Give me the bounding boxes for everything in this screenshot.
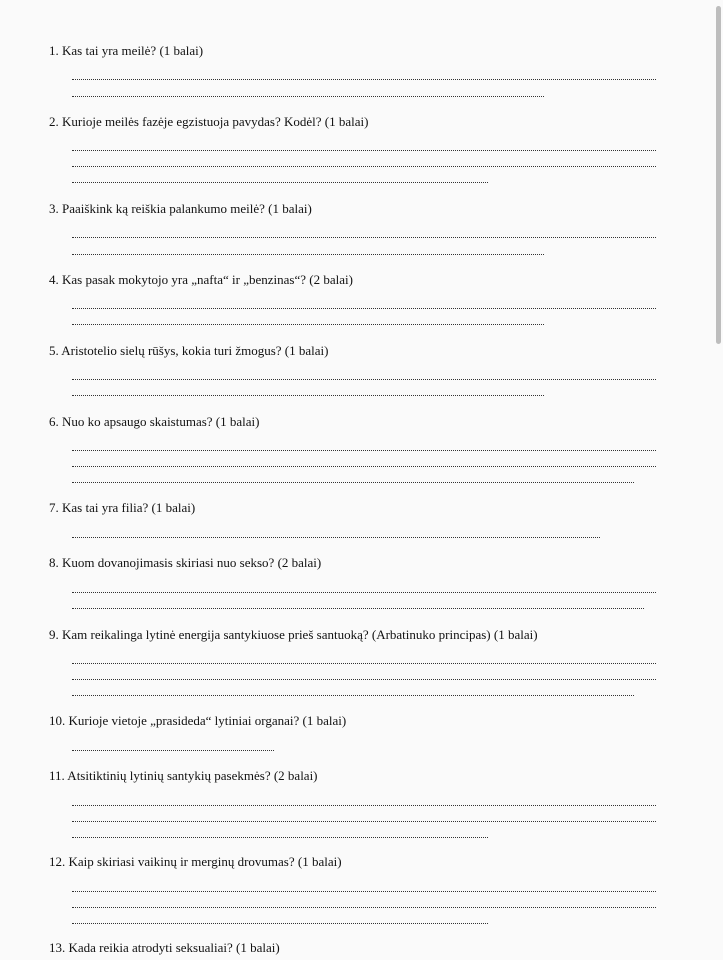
question-11: 11. Atsitiktinių lytinių santykių pasekmės? (2 balai) — [49, 768, 318, 783]
answer-line[interactable] — [72, 379, 656, 380]
answer-line[interactable] — [72, 679, 656, 680]
answer-line[interactable] — [72, 482, 634, 483]
answer-line[interactable] — [72, 466, 656, 467]
answer-line[interactable] — [72, 79, 656, 80]
question-5: 5. Aristotelio sielų rūšys, kokia turi žmogus? (1 balai) — [49, 343, 329, 358]
answer-line[interactable] — [72, 891, 656, 892]
question-2: 2. Kurioje meilės fazėje egzistuoja pavydas? Kodėl? (1 balai) — [49, 114, 369, 129]
answer-line[interactable] — [72, 324, 544, 325]
question-12: 12. Kaip skiriasi vaikinų ir merginų drovumas? (1 balai) — [49, 854, 342, 869]
answer-line[interactable] — [72, 695, 634, 696]
answer-line[interactable] — [72, 923, 488, 924]
answer-line[interactable] — [72, 837, 488, 838]
answer-line[interactable] — [72, 395, 544, 396]
answer-line[interactable] — [72, 907, 656, 908]
answer-line[interactable] — [72, 805, 656, 806]
answer-line[interactable] — [72, 750, 274, 751]
question-1: 1. Kas tai yra meilė? (1 balai) — [49, 43, 204, 58]
answer-line[interactable] — [72, 96, 544, 97]
answer-line[interactable] — [72, 537, 600, 538]
question-6: 6. Nuo ko apsaugo skaistumas? (1 balai) — [49, 414, 260, 429]
question-3: 3. Paaiškink ką reiškia palankumo meilė? (1 balai) — [49, 201, 312, 216]
answer-line[interactable] — [72, 308, 656, 309]
answer-line[interactable] — [72, 254, 544, 255]
answer-line[interactable] — [72, 450, 656, 451]
answer-line[interactable] — [72, 821, 656, 822]
question-7: 7. Kas tai yra filia? (1 balai) — [49, 500, 196, 515]
answer-line[interactable] — [72, 663, 656, 664]
answer-line[interactable] — [72, 150, 656, 151]
question-4: 4. Kas pasak mokytojo yra „nafta“ ir „benzinas“? (2 balai) — [49, 272, 353, 287]
scrollbar[interactable] — [716, 6, 721, 344]
answer-line[interactable] — [72, 237, 656, 238]
question-13: 13. Kada reikia atrodyti seksualiai? (1 balai) — [49, 940, 280, 955]
question-8: 8. Kuom dovanojimasis skiriasi nuo sekso? (2 balai) — [49, 555, 322, 570]
question-10: 10. Kurioje vietoje „prasideda“ lytiniai organai? (1 balai) — [49, 713, 347, 728]
answer-line[interactable] — [72, 608, 644, 609]
question-9: 9. Kam reikalinga lytinė energija santykiuose prieš santuoką? (Arbatinuko principas) (1 balai) — [49, 627, 538, 642]
answer-line[interactable] — [72, 166, 656, 167]
answer-line[interactable] — [72, 592, 656, 593]
answer-line[interactable] — [72, 182, 488, 183]
